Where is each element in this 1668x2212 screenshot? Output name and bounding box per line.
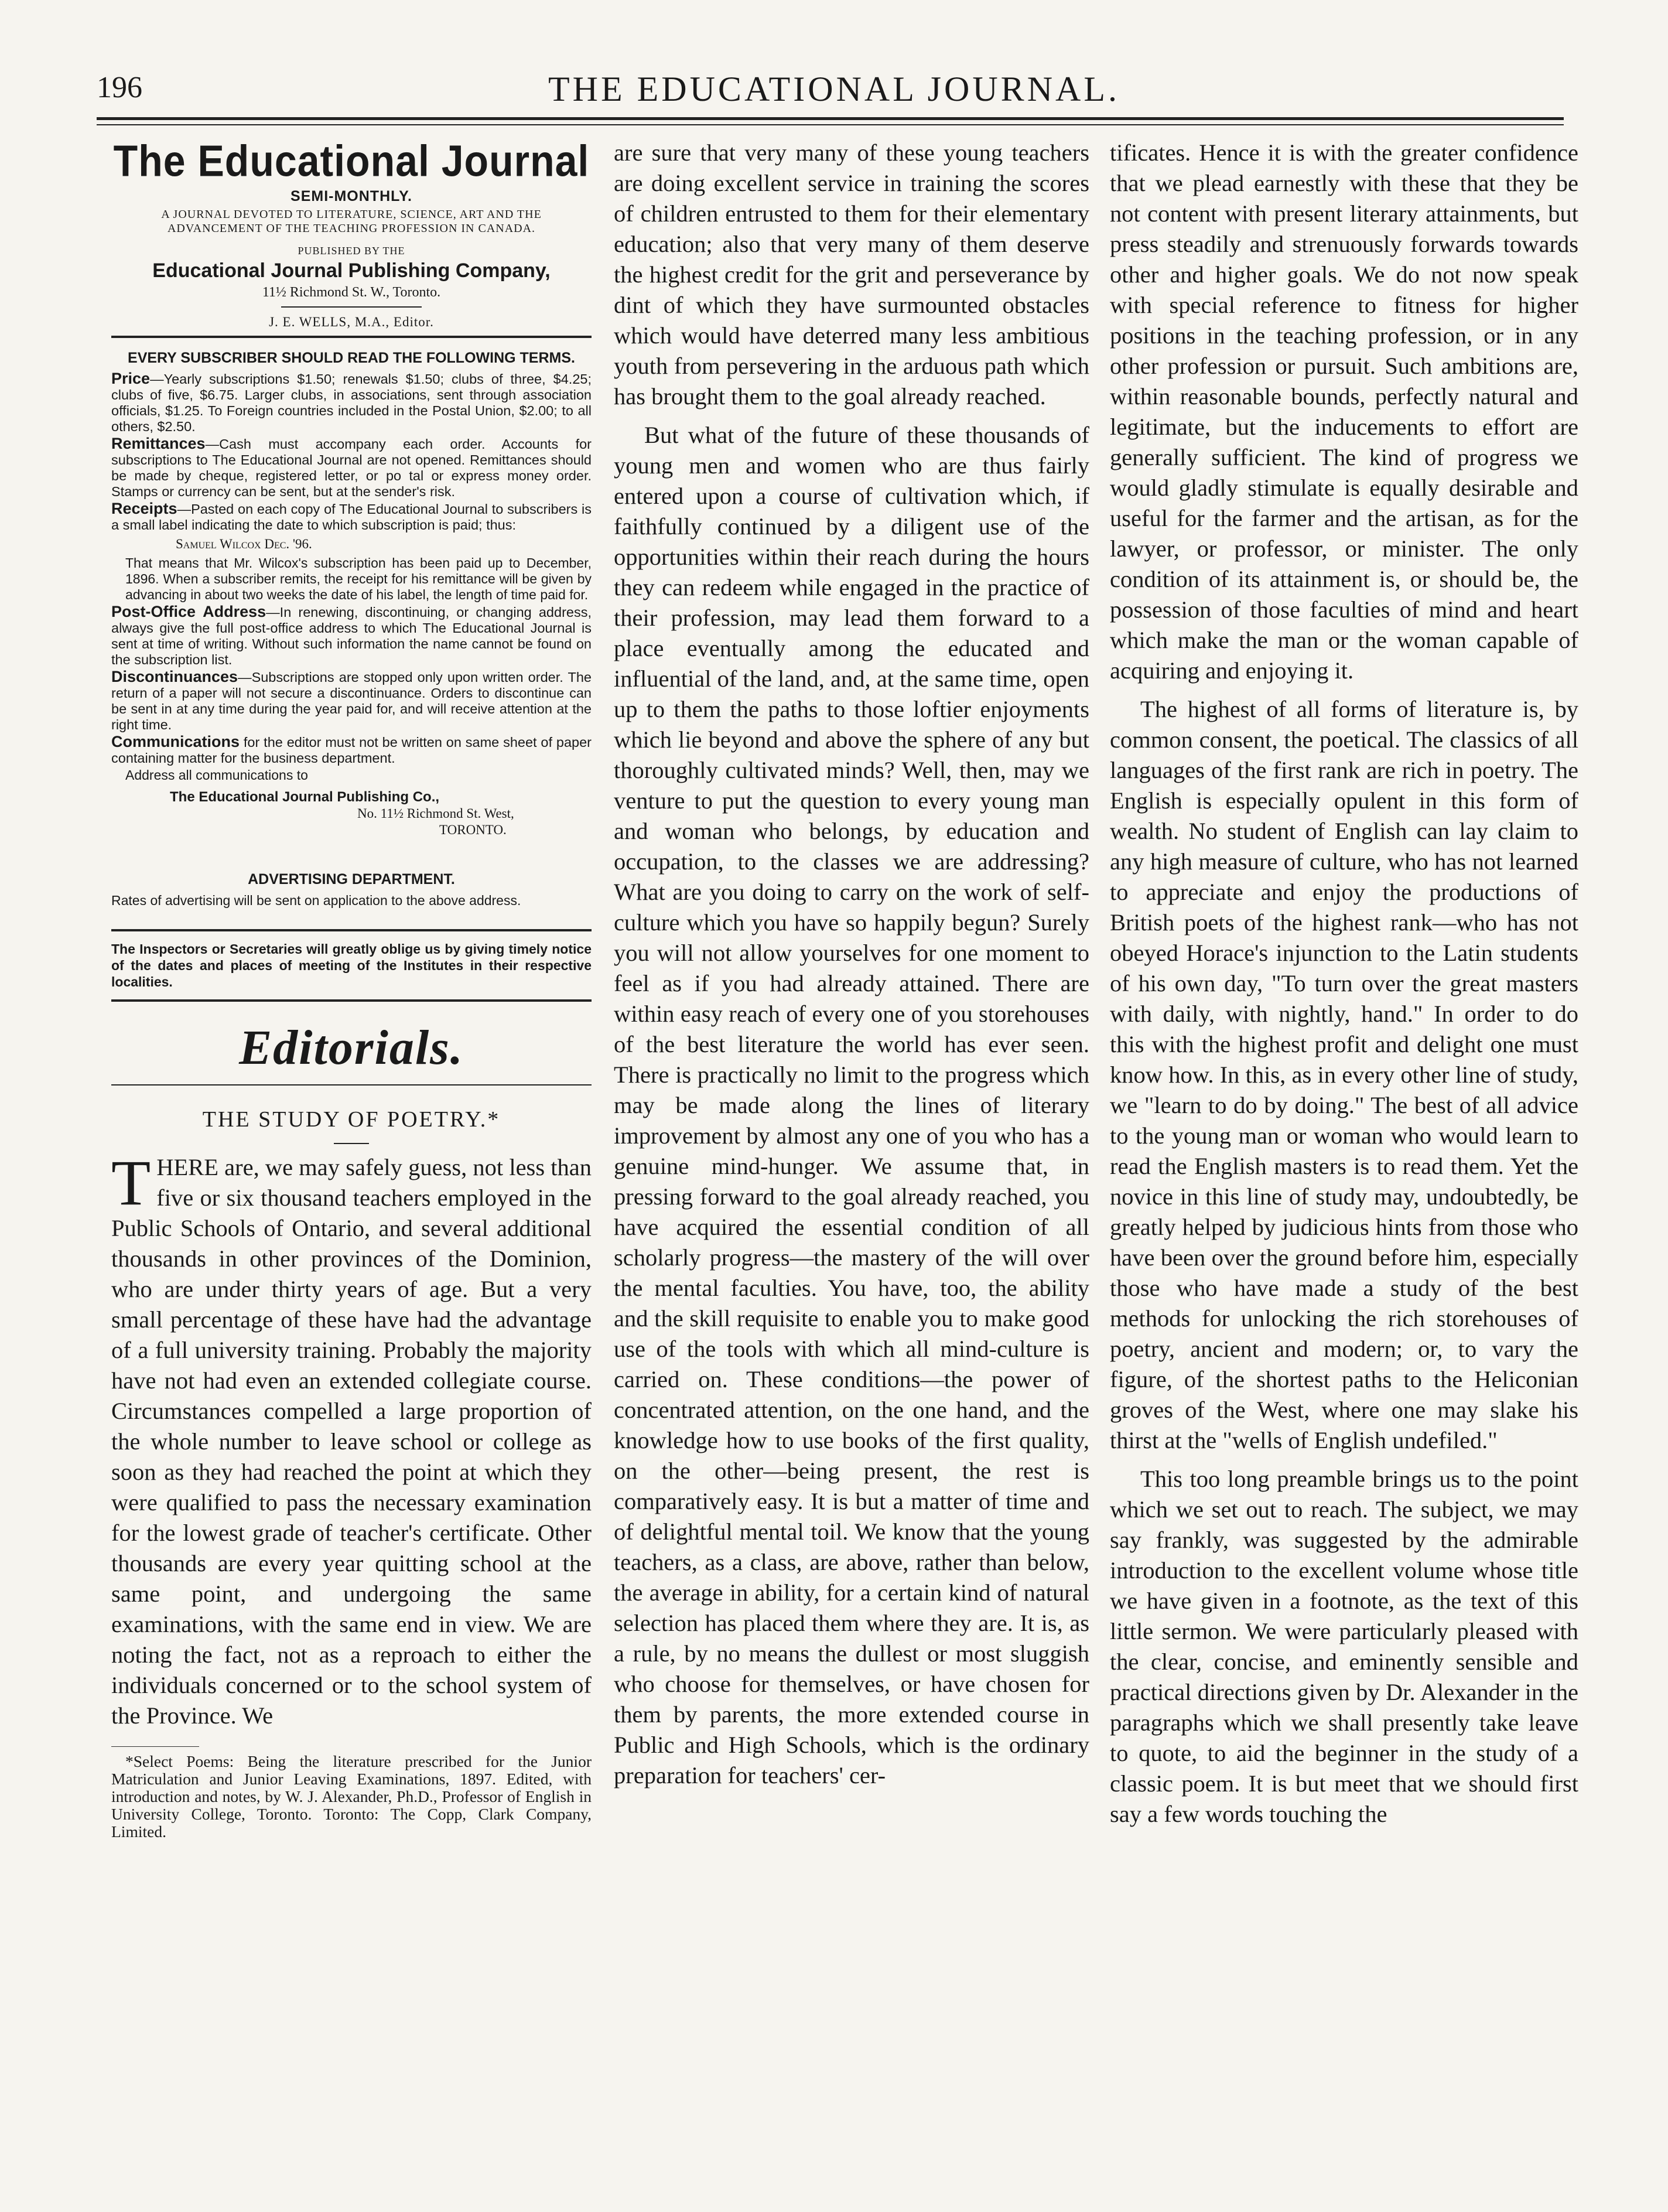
editor-name: J. E. WELLS, M.A., Editor. <box>269 315 434 329</box>
term-label: Price <box>111 370 151 387</box>
article-paragraph: tificates. Hence it is with the greater confidence that we plead earnestly with these that they be not content with present literary attainments, but press steadily and strenuously forwards towards other and higher goals. We do not now speak with special reference to fitness for higher positions in the teaching profession, or in any other profession or pursuit. Such ambitions are, within reasonable bounds, perfectly natural and legitimate, but the inducements to effort are generally sufficient. The kind of progress we would gladly stimulate is equally desirable and useful for the farmer and the artisan, as for the lawyer, or professor, or minister. The only condition of its attainment is, or should be, the possession of those faculties of mind and heart which make the man or the woman capable of acquiring and enjoying it. <box>1110 139 1578 684</box>
publisher-company: Educational Journal Publishing Company, <box>152 260 551 282</box>
column-left <box>111 138 592 1841</box>
published-by: PUBLISHED BY THE <box>298 245 405 257</box>
divider <box>111 999 592 1002</box>
term-communications <box>111 734 592 766</box>
term-remittances <box>111 436 592 500</box>
article-paragraph: are sure that very many of these young teachers are doing excellent service in training the scores of children entrusted to them for their elementary education; also that very many of them deserve the highest credit for the grit and perseverance by dint of which they have surmounted obstacles which would have deterred many less ambitious youth from persevering in the arduous path which has brought them to the goal already reached. <box>614 139 1089 409</box>
term-text: —Pasted on each copy of The Educational Journal to subscribers is a small label indicating the date to which subscription is paid; thus: <box>111 501 592 532</box>
term-text: —Subscriptions are stopped only upon written order. The return of a paper will not secure a discontinuance. Orders to discontinue can be sent in at any time during the year paid for, and will receive attention at the right time. <box>111 670 592 732</box>
masthead-subtitle: SEMI-MONTHLY. <box>290 188 412 204</box>
term-text: —In renewing, discontinuing, or changing address, always give the full post-office address to which The Educational Journal is sent at time of writing. Without such information the name cannot be found on the subscription list. <box>111 605 592 667</box>
page-number: 196 <box>97 71 142 104</box>
editorials-heading: Editorials. <box>239 1020 464 1075</box>
address-line: No. 11½ Richmond St. West, <box>357 806 514 821</box>
term-label: Communications <box>111 733 240 750</box>
term-text: —Cash must accompany each order. Accounts for subscriptions to The Educational Journal are not opened. Remittances should be made by cheque, registered letter, or po tal or express money order. Stamps or currency can be sent, but at the sender's risk. <box>111 436 592 499</box>
running-head: THE EDUCATIONAL JOURNAL. <box>548 70 1120 108</box>
article-title: THE STUDY OF POETRY.* <box>202 1107 501 1132</box>
drop-cap: T <box>111 1147 151 1218</box>
divider <box>111 929 592 931</box>
header-rule-thin <box>97 124 1564 125</box>
term-discontinuances <box>111 669 592 733</box>
column-middle <box>614 138 1089 1799</box>
term-receipts <box>111 501 592 533</box>
term-label: Receipts <box>111 500 177 517</box>
term-price <box>111 371 592 435</box>
short-rule <box>334 1143 369 1144</box>
advertising-text: Rates of advertising will be sent on application to the above address. <box>111 893 521 908</box>
institutes-notice: The Inspectors or Secretaries will greatly oblige us by giving timely notice of the dates and places of meeting of the Institutes in their respective localities. <box>111 941 592 989</box>
terms-section <box>111 349 592 838</box>
term-text: —Yearly subscriptions $1.50; renewals $1.50; clubs of three, $4.25; clubs of five, $6.75. Larger clubs, in associations, sent through association officials, $1.25. To Foreign countries included in the Postal Union, $2.00; to all others, $2.50. <box>111 371 592 434</box>
term-label: Discontinuances <box>111 668 238 685</box>
publisher-address: 11½ Richmond St. W., Toronto. <box>262 285 441 300</box>
term-label: Post-Office Address <box>111 603 266 620</box>
header-rule <box>97 117 1564 120</box>
article-paragraph: The highest of all forms of literature is, by common consent, the poetical. The classics of all languages of the first rank are rich in poetry. The English is especially opulent in this form of wealth. No student of English can lay claim to any high measure of culture, who has not learned to appreciate and enjoy the productions of British poets of the highest rank—who has not obeyed Horace's injunction to the Latin students of his own day, "To turn over the great masters with daily, with nightly, hand." In order to do this with the highest profit and delight one must know how. In this, as in every other line of study, we "learn to do by doing." The best of all advice to the young man or woman who would learn to read the English masters is to read them. Yet the novice in this line of study may, undoubtedly, be greatly helped by judicious hints from those who have been over the ground before him, especially those who have made a study of the best methods for unlocking the rich storehouses of poetry, ancient and modern; or, to vary the figure, of the shortest paths to the Heliconian groves of the West, where one may slake his thirst at the "wells of English undefiled." <box>1110 696 1578 1453</box>
article-paragraph: This too long preamble brings us to the point which we set out to reach. The subject, we may say frankly, was suggested by the admirable introduction to the excellent volume whose title we have given in a footnote, as the text of this little sermon. We were particularly pleased with the clear, concise, and eminently sensible and practical directions given by Dr. Alexander in the paragraphs which we shall presently take leave to quote, to aid the beginner in the study of a classic poem. It is but meet that we should first say a few words touching the <box>1110 1466 1578 1827</box>
address-city: TORONTO. <box>439 822 507 837</box>
advertising-heading: ADVERTISING DEPARTMENT. <box>248 871 455 887</box>
divider <box>111 1084 592 1085</box>
footnote-rule <box>111 1746 199 1747</box>
column-right <box>1110 138 1578 1838</box>
term-text: for the editor must not be written on same sheet of paper containing matter for the business department. <box>111 735 592 766</box>
masthead <box>111 138 592 330</box>
term-receipts-explain: That means that Mr. Wilcox's subscription has been paid up to December, 1896. When a subscriber remits, the receipt for his remittance will be given by advancing in about two weeks the date of his label, the length of time paid for. <box>125 555 592 602</box>
article-body-col1 <box>111 1147 592 1731</box>
term-label: Remittances <box>111 435 206 452</box>
masthead-title: The Educational Journal <box>113 136 590 186</box>
divider <box>111 336 592 338</box>
advertising-section <box>111 871 592 908</box>
paragraph-text: HERE are, we may safely guess, not less than five or six thousand teachers employed in the Public Schools of Ontario, and several additional thousands in other provinces of the Dominion, who are under thirty years of age. But a very small percentage of these have had the advantage of a full university training. Probably the majority have not had even an extended collegiate course. Circumstances compelled a large proportion of the whole number to leave school or college as soon as they had reached the point at which they were qualified to pass the necessary examination for the lowest grade of teacher's certificate. Other thousands are every year quitting school at the same point, and undergoing the same examinations, with the same end in view. We are noting the fact, not as a reproach to either the individuals concerned or to the school system of the Province. We <box>111 1154 592 1729</box>
sample-label: Samuel Wilcox Dec. '96. <box>176 537 312 551</box>
article-paragraph: But what of the future of these thousands of young men and women who are thus fairly entered upon a course of cultivation which, if faithfully continued by a diligent use of the opportunities within their reach during the hours they can redeem while engaged in the practice of their profession, may lead them forward to a place eventually among the educated and influential of the land, and, at the same time, open up to them the paths to those loftier enjoyments which lie beyond and above the sphere of any but thoroughly cultivated minds? Well, then, may we venture to put the question to every young man and woman who belongs, by education and occupation, to the classes we are addressing? What are you doing to carry on the work of self-culture which you have so happily begun? Surely you will not allow yourselves for one moment to feel as if you had already attained. There are within easy reach of every one of you storehouses of the best literature the world has ever seen. There is practically no limit to the progress which may be made along the lines of literary improvement by almost any one of you who has a genuine mind-hunger. We assume that, in pressing forward to the goal already reached, you have acquired the essential condition of all scholarly progress—the mastery of the will over the mental faculties. You have, too, the ability and the skill requisite to enable you to make good use of the tools with which all mind-culture is carried on. These conditions—the power of concentrated attention, on the one hand, and the knowledge how to use books of the first quality, on the other—being present, the rest is comparatively easy. It is but a matter of time and of delightful mental toil. We know that the young teachers, as a class, are above, rather than below, the average in ability, for a certain kind of natural selection has placed them where they are. It is, as a rule, by no means the dullest or most sluggish who choose for themselves, or have chosen for them by parents, the more extended course in Public and High Schools, which is the ordinary preparation for teachers' cer- <box>614 422 1089 1788</box>
address-company: The Educational Journal Publishing Co., <box>170 789 440 805</box>
masthead-rule <box>281 306 422 308</box>
term-postoffice <box>111 604 592 668</box>
masthead-description: A JOURNAL DEVOTED TO LITERATURE, SCIENCE, ART AND THE ADVANCEMENT OF THE TEACHING PROFESSION IN CANADA. <box>161 208 542 235</box>
footnote: *Select Poems: Being the literature prescribed for the Junior Matriculation and Junior Leaving Examinations, 1897. Edited, with introduction and notes, by W. J. Alexander, Ph.D., Professor of English in University College, Toronto. Toronto: The Copp, Clark Company, Limited. <box>111 1752 592 1841</box>
article-paragraph <box>111 1147 592 1731</box>
terms-heading: EVERY SUBSCRIBER SHOULD READ THE FOLLOWING TERMS. <box>128 350 575 366</box>
address-all: Address all communications to <box>125 767 308 783</box>
